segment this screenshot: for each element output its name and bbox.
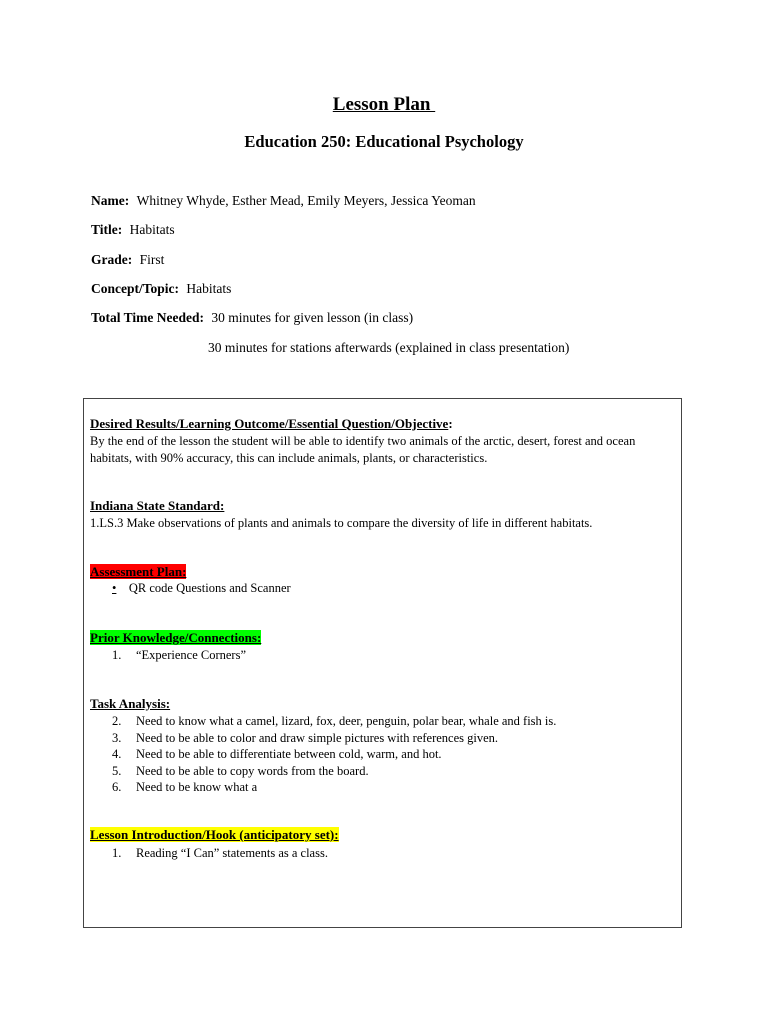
assessment-plan-heading (90, 564, 186, 580)
list-item-number: 4. (112, 747, 122, 761)
assessment-bullet-text: QR code Questions and Scanner (128, 581, 291, 595)
list-item-number: 1. (112, 846, 122, 860)
lesson-intro-title: Lesson Introduction/Hook (anticipatory set): (90, 827, 339, 842)
desired-results-heading (90, 416, 453, 432)
task-analysis-title: Task Analysis: (90, 696, 171, 711)
prior-knowledge-heading (90, 630, 261, 646)
name-value: Whitney Whyde, Esther Mead, Emily Meyers, Jessica Yeoman (136, 193, 476, 208)
lesson-details-box (83, 398, 682, 928)
grade-label: Grade: (91, 252, 133, 267)
page-subtitle: Education 250: Educational Psychology (244, 132, 524, 151)
desired-results-title: Desired Results/Learning Outcome/Essential Question/Objective (90, 416, 449, 431)
list-item-text: Need to be able to color and draw simple pictures with references given. (136, 730, 499, 745)
lesson-intro-heading (90, 827, 339, 843)
title-field (91, 222, 175, 238)
list-item-number: 5. (112, 763, 122, 778)
assessment-plan-title: Assessment Plan: (90, 564, 187, 579)
title-value: Habitats (129, 222, 175, 237)
time-value-2: 30 minutes for stations afterwards (explained in class presentation) (208, 340, 570, 355)
concept-label: Concept/Topic: (91, 281, 180, 296)
grade-field (91, 252, 164, 268)
list-item-text: Reading “I Can” statements as a class. (136, 846, 328, 860)
desired-results-text: By the end of the lesson the student will be able to identify two animals of the arctic, desert, forest and ocean habitats, with 90% accuracy, this can include animals, plants, or characteristics. (90, 434, 636, 465)
list-item-text: Need to be able to differentiate between cold, warm, and hot. (136, 747, 442, 761)
name-label: Name: (91, 193, 130, 208)
assessment-bullet-item (112, 581, 291, 596)
list-item-number: 1. (112, 648, 122, 662)
concept-field (91, 281, 231, 297)
time-label: Total Time Needed: (91, 310, 205, 325)
state-standard-text: 1.LS.3 Make observations of plants and animals to compare the diversity of life in different habitats. (90, 516, 593, 530)
title-label: Title: (91, 222, 123, 237)
time-value-1: 30 minutes for given lesson (in class) (211, 310, 414, 325)
prior-knowledge-title: Prior Knowledge/Connections: (90, 630, 262, 645)
concept-value: Habitats (186, 281, 232, 296)
grade-value: First (139, 252, 165, 267)
list-item-text: “Experience Corners” (136, 648, 247, 662)
bullet-icon: • (112, 581, 117, 595)
desired-results-colon: : (448, 416, 453, 431)
list-item-number: 2. (112, 714, 122, 728)
list-item-number: 3. (112, 730, 122, 745)
state-standard-title: Indiana State Standard: (90, 498, 225, 513)
list-item-text: Need to know what a camel, lizard, fox, deer, penguin, polar bear, whale and fish is. (136, 714, 557, 728)
state-standard-heading (90, 498, 224, 514)
list-item-text: Need to be know what a (136, 780, 258, 794)
page-title: Lesson Plan (332, 94, 436, 115)
time-field-continued (208, 340, 569, 356)
name-field (91, 193, 476, 209)
list-item-number: 6. (112, 780, 122, 794)
list-item-text: Need to be able to copy words from the board. (136, 763, 369, 778)
task-analysis-heading (90, 696, 170, 712)
time-field (91, 310, 413, 326)
